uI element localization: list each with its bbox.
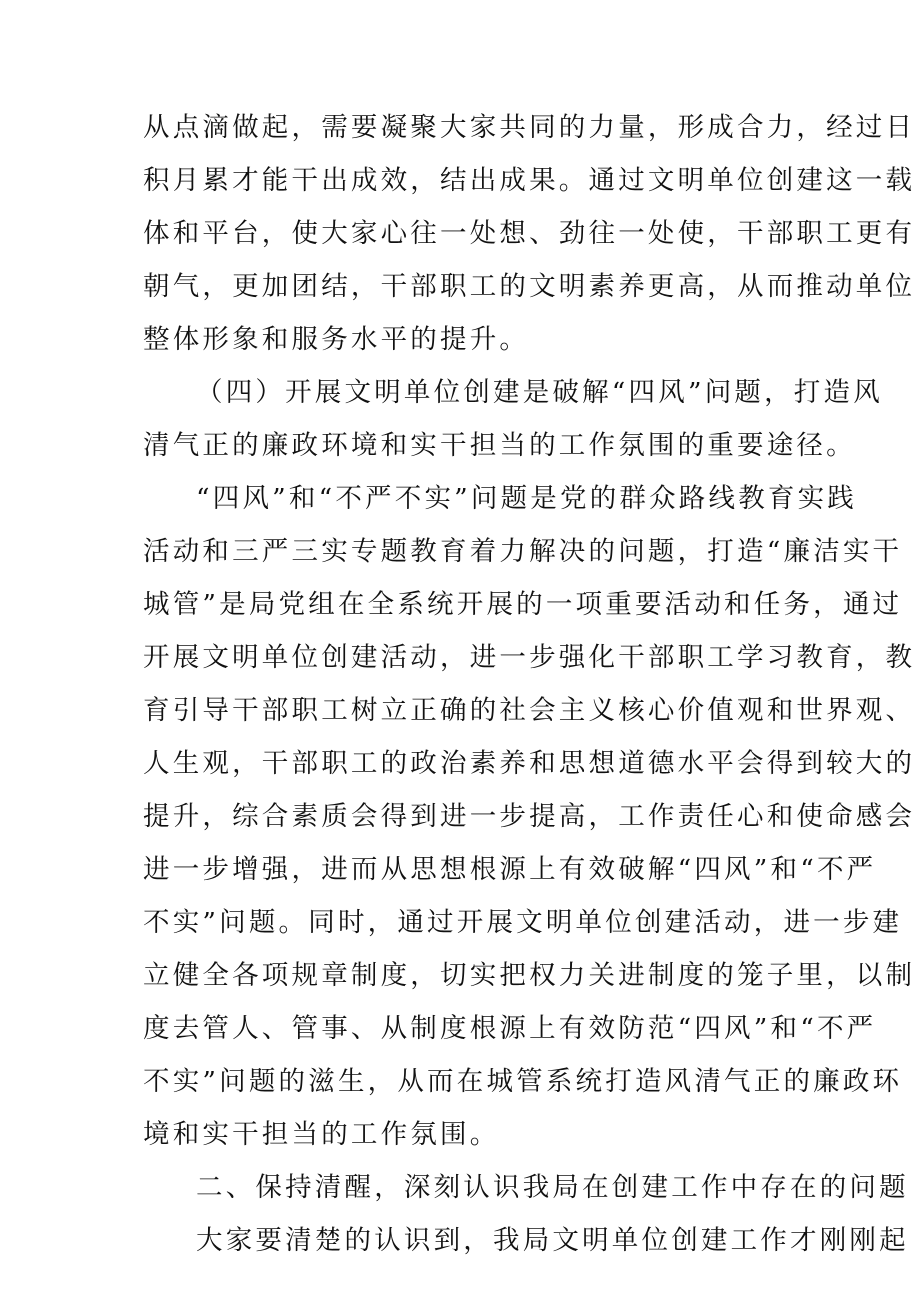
text-line: 提升，综合素质会得到进一步提高，工作责任心和使命感会 [143, 801, 916, 832]
text-line: 活动和三严三实专题教育着力解决的问题，打造“廉洁实干 [143, 536, 903, 567]
text-line: “四风”和“不严不实”问题是党的群众路线教育实践 [196, 483, 857, 514]
text-line: 从点滴做起，需要凝聚大家共同的力量，形成合力，经过日 [143, 112, 916, 143]
text-line: 整体形象和服务水平的提升。 [143, 324, 530, 355]
text-line: 二、保持清醒，深刻认识我局在创建工作中存在的问题 [196, 1172, 909, 1203]
text-line: 人生观，干部职工的政治素养和思想道德水平会得到较大的 [143, 748, 916, 779]
text-line: 进一步增强，进而从思想根源上有效破解“四风”和“不严 [143, 854, 877, 885]
text-line: 立健全各项规章制度，切实把权力关进制度的笼子里，以制 [143, 960, 916, 991]
text-line: 不实”问题的滋生，从而在城管系统打造风清气正的廉政环 [143, 1066, 903, 1097]
text-line: 积月累才能干出成效，结出成果。通过文明单位创建这一载 [143, 165, 916, 196]
text-line: 体和平台，使大家心往一处想、劲往一处使，干部职工更有 [143, 218, 916, 249]
subsection-heading-4 [143, 366, 883, 472]
section-heading-2 [143, 1161, 909, 1214]
text-line: 开展文明单位创建活动，进一步强化干部职工学习教育，教 [143, 642, 916, 673]
text-line: 度去管人、管事、从制度根源上有效防范“四风”和“不严 [143, 1013, 877, 1044]
paragraph-awareness [143, 1214, 909, 1267]
paragraph-continuation [143, 101, 916, 366]
text-line: 不实”问题。同时，通过开展文明单位创建活动，进一步建 [143, 907, 903, 938]
text-line: 境和实干担当的工作氛围。 [143, 1119, 500, 1150]
text-line: （四）开展文明单位创建是破解“四风”问题，打造风 [196, 377, 883, 408]
text-line: 育引导干部职工树立正确的社会主义核心价值观和世界观、 [143, 695, 916, 726]
text-line: 城管”是局党组在全系统开展的一项重要活动和任务，通过 [143, 589, 903, 620]
text-line: 朝气，更加团结，干部职工的文明素养更高，从而推动单位 [143, 271, 916, 302]
paragraph-four-winds [143, 472, 916, 1161]
text-line: 清气正的廉政环境和实干担当的工作氛围的重要途径。 [143, 430, 856, 461]
document-body [143, 101, 916, 1267]
text-line: 大家要清楚的认识到，我局文明单位创建工作才刚刚起 [196, 1225, 909, 1256]
